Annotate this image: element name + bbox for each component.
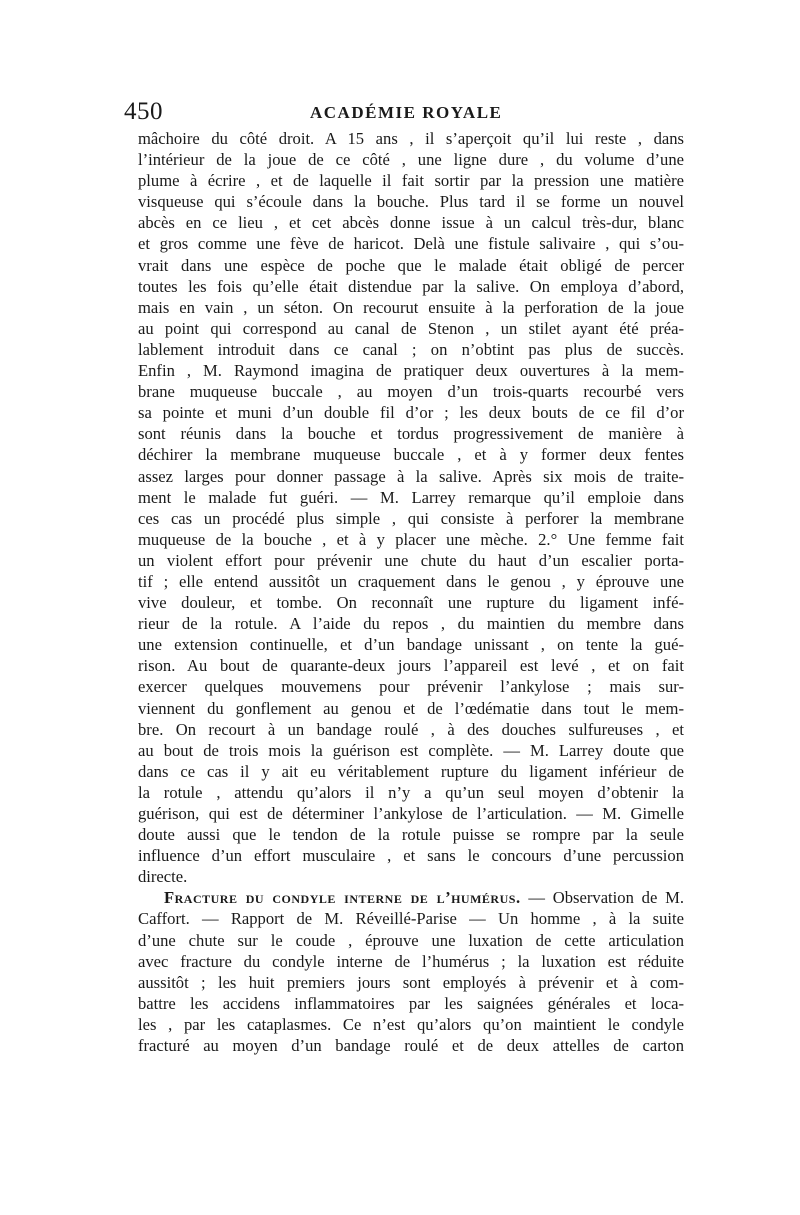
text-line: bre. On recourt à un bandage roulé , à des douches sulfureuses , et [138,719,684,739]
text-line: les , par les cataplasmes. Ce n’est qu’alors qu’on maintient le condyle [138,1014,684,1034]
text-line: brane muqueuse buccale , au moyen d’un trois-quarts recourbé vers [138,382,684,402]
text-segment: — Observation de M. [528,888,684,908]
text-line: sont réunis dans la bouche et tordus progressivement de manière à [138,424,684,444]
text-line: fracturé au moyen d’un bandage roulé et de deux attelles de carton [138,1036,684,1056]
text-line: et gros comme une fève de haricot. Delà une fistule salivaire , qui s’ou- [138,234,684,254]
text-line: au point qui correspond au canal de Stenon , un stilet ayant été préa- [138,318,684,338]
text-line: aussitôt ; les huit premiers jours sont employés à prévenir et à com- [138,972,684,992]
text-line: toutes les fois qu’elle était distendue par la salive. On employa d’abord, [138,276,684,296]
text-line: un violent effort pour prévenir une chute du haut d’un escalier porta- [138,550,684,570]
text-line: déchirer la membrane muqueuse buccale , et à y former deux fentes [138,445,684,465]
text-line: Enfin , M. Raymond imagina de pratiquer deux ouvertures à la mem- [138,361,684,381]
text-line: battre les accidens inflammatoires par les saignées générales et loca- [138,993,684,1013]
text-line: ces cas un procédé plus simple , qui consiste à perforer la membrane [138,508,684,528]
running-head: ACADÉMIE ROYALE [310,103,503,122]
text-line: lablement introduit dans ce canal ; on n’obtint pas plus de succès. [138,339,684,359]
text-line: assez larges pour donner passage à la salive. Après six mois de traite- [138,466,684,486]
text-line: directe. [138,867,188,887]
text-line: influence d’un effort musculaire , et sans le concours d’une percussion [138,846,684,866]
text-line: mais en vain , un séton. On recourut ensuite à la perforation de la joue [138,297,684,317]
text-line: viennent du gonflement au genou et de l’œdématie dans tout le mem- [138,698,684,718]
text-line: mâchoire du côté droit. A 15 ans , il s’aperçoit qu’il lui reste , dans [138,129,684,148]
text-line: une extension continuelle, et d’un bandage unissant , on tente la gué- [138,635,684,655]
text-line: Caffort. — Rapport de M. Réveillé-Parise — Un homme , à la suite [138,909,684,929]
text-line: dans ce cas il y ait eu véritablement rupture du ligament inférieur de [138,761,684,781]
text-line: exercer quelques mouvemens pour prévenir l’ankylose ; mais sur- [138,677,684,697]
text-line: d’une chute sur le coude , éprouve une luxation de cette articulation [138,930,684,950]
page-header [124,97,684,127]
text-line: sa pointe et muni d’un double fil d’or ; les deux bouts de ce fil d’or [138,403,684,423]
text-line: avec fracture du condyle interne de l’humérus ; la luxation est réduite [138,951,684,971]
text-line: tif ; elle entend aussitôt un craquement dans le genou , y éprouve une [138,571,684,591]
page-number: 450 [124,98,163,125]
text-line: guérison, qui est de déterminer l’ankylose de l’articulation. — M. Gimelle [138,804,684,823]
text-line: la rotule , attendu qu’alors il n’y a qu’un seul moyen d’obtenir la [138,782,684,802]
text-line: ment le malade fut guéri. — M. Larrey remarque qu’il emploie dans [138,487,684,507]
text-line: plume à écrire , et de laquelle il fait sortir par la pression une matière [138,171,684,191]
text-line: rison. Au bout de quarante-deux jours l’appareil est levé , et on fait [138,656,684,676]
body-text [138,128,684,1056]
text-line: vrait dans une espèce de poche que le malade était obligé de percer [138,255,684,275]
section-heading-line [138,887,684,908]
text-line: au bout de trois mois la guérison est complète. — M. Larrey doute que [138,740,684,760]
text-line: rieur de la rotule. A l’aide du repos , du maintien du membre dans [138,614,684,634]
text-line: abcès en ce lieu , et cet abcès donne issue à un calcul très-dur, blanc [138,213,684,233]
text-line: visqueuse qui s’écoule dans la bouche. Plus tard il se forme un nouvel [138,192,684,212]
section-heading: Fracture du condyle interne de l’humérus. [164,888,521,908]
text-line: vive douleur, et tombe. On reconnaît une rupture du ligament infé- [138,593,684,613]
text-line: l’intérieur de la joue de ce côté , une ligne dure , du volume d’une [138,150,684,170]
text-line: muqueuse de la bouche , et à y placer une mèche. 2.° Une femme fait [138,529,684,549]
text-line: doute aussi que le tendon de la rotule puisse se rompre par la seule [138,825,684,845]
